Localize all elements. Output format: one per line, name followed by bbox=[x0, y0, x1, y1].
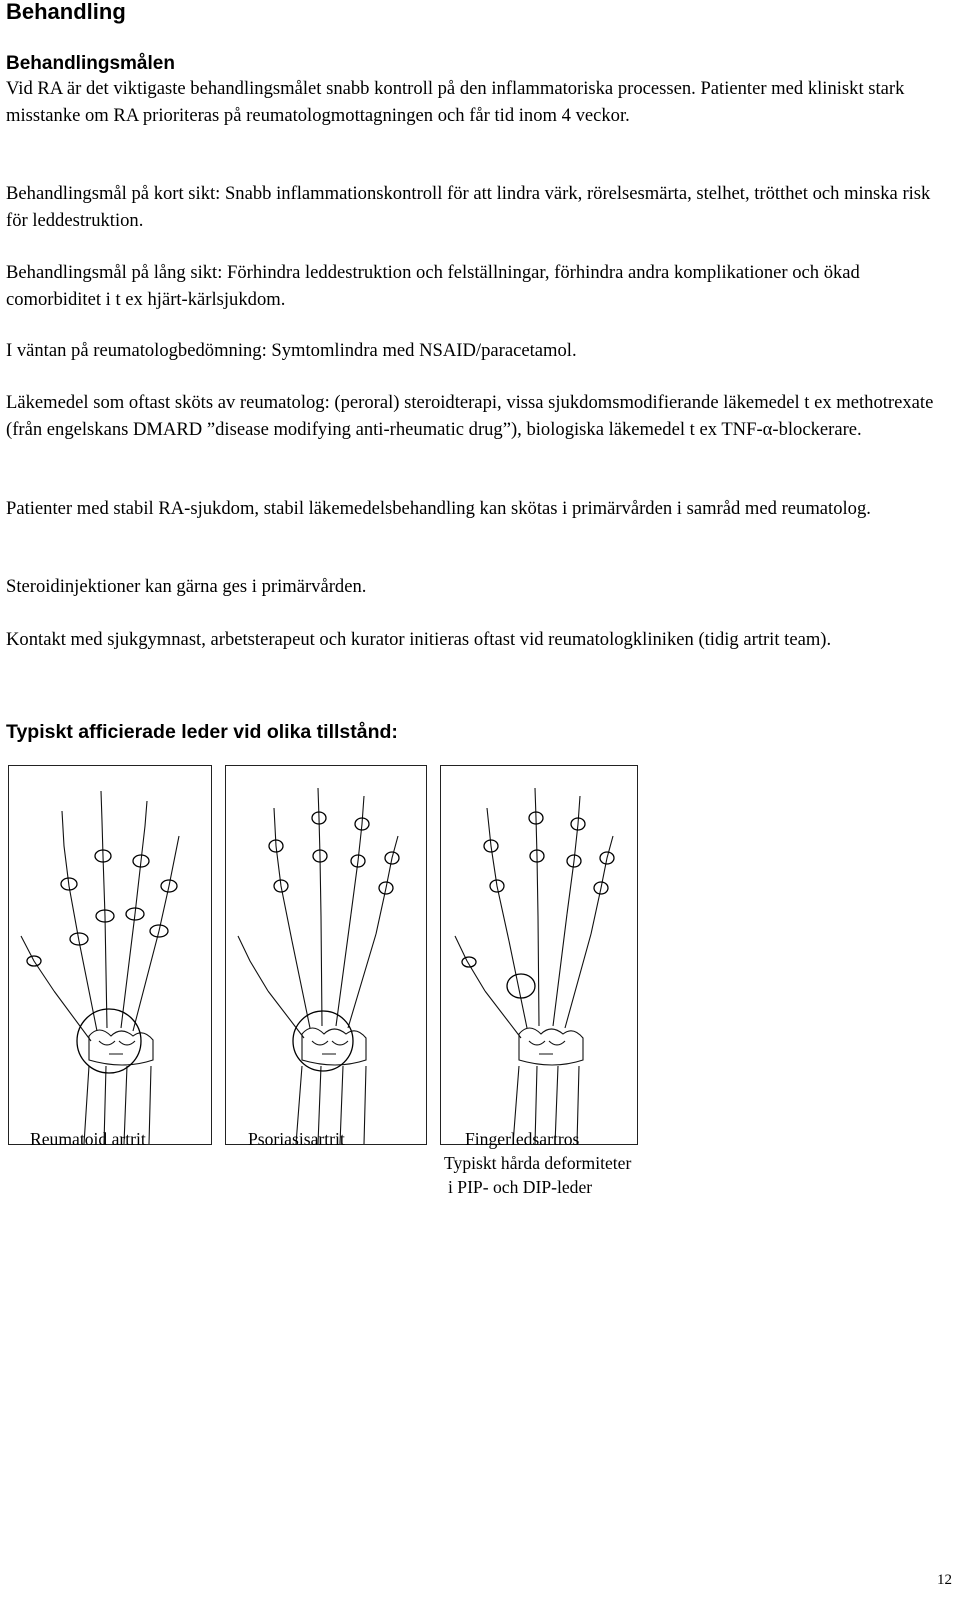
paragraph-medication: Läkemedel som oftast sköts av reumatolog: (peroral) steroidterapi, vissa sjukdomsmodifierande läkemedel t ex methotrexate (från engelskans DMARD ”disease modifying anti-rheumatic drug”), biologiska läkemedel t ex TNF-α-blockerare. bbox=[6, 392, 934, 440]
hand-skeleton-drawing bbox=[441, 766, 637, 1144]
page-heading: Behandling bbox=[6, 0, 126, 24]
hand-illustration-ra bbox=[8, 765, 212, 1145]
section-heading: Behandlingsmålen bbox=[6, 53, 175, 74]
caption-psa: Psoriasisartrit bbox=[248, 1129, 345, 1149]
hand-skeleton-drawing bbox=[226, 766, 426, 1144]
paragraph-contact: Kontakt med sjukgymnast, arbetsterapeut och kurator initieras oftast vid reumatologkliniken (tidig artrit team). bbox=[6, 629, 832, 650]
paragraph-injections: Steroidinjektioner kan gärna ges i primärvården. bbox=[6, 576, 367, 597]
hand-illustration-oa bbox=[440, 765, 638, 1145]
paragraph-short-term: Behandlingsmål på kort sikt: Snabb inflammationskontroll för att lindra värk, rörelsesmärta, stelhet, trötthet och minska risk för leddestruktion. bbox=[6, 183, 931, 231]
figure-heading: Typiskt afficierade leder vid olika tillstånd: bbox=[6, 721, 398, 743]
caption-ra: Reumatoid artrit bbox=[30, 1129, 146, 1149]
page-number: 12 bbox=[937, 1572, 952, 1588]
paragraph-goal: Vid RA är det viktigaste behandlingsmålet snabb kontroll på den inflammatoriska processen. Patienter med kliniskt stark misstanke om RA prioriteras på reumatologmottagningen och får tid inom 4 veckor. bbox=[6, 78, 905, 126]
hand-illustration-psa bbox=[225, 765, 427, 1145]
hand-skeleton-drawing bbox=[9, 766, 211, 1144]
caption-oa-title: Fingerledsartros bbox=[465, 1129, 580, 1149]
paragraph-primary-care: Patienter med stabil RA-sjukdom, stabil läkemedelsbehandling kan skötas i primärvården i samråd med reumatolog. bbox=[6, 498, 871, 519]
caption-oa-line1: Typiskt hårda deformiteter bbox=[444, 1153, 632, 1173]
caption-oa-line2: i PIP- och DIP-leder bbox=[448, 1177, 593, 1197]
paragraph-waiting: I väntan på reumatologbedömning: Symtomlindra med NSAID/paracetamol. bbox=[6, 340, 577, 361]
paragraph-long-term: Behandlingsmål på lång sikt: Förhindra leddestruktion och felställningar, förhindra andra komplikationer och ökad comorbiditet i t ex hjärt-kärlsjukdom. bbox=[6, 262, 860, 310]
